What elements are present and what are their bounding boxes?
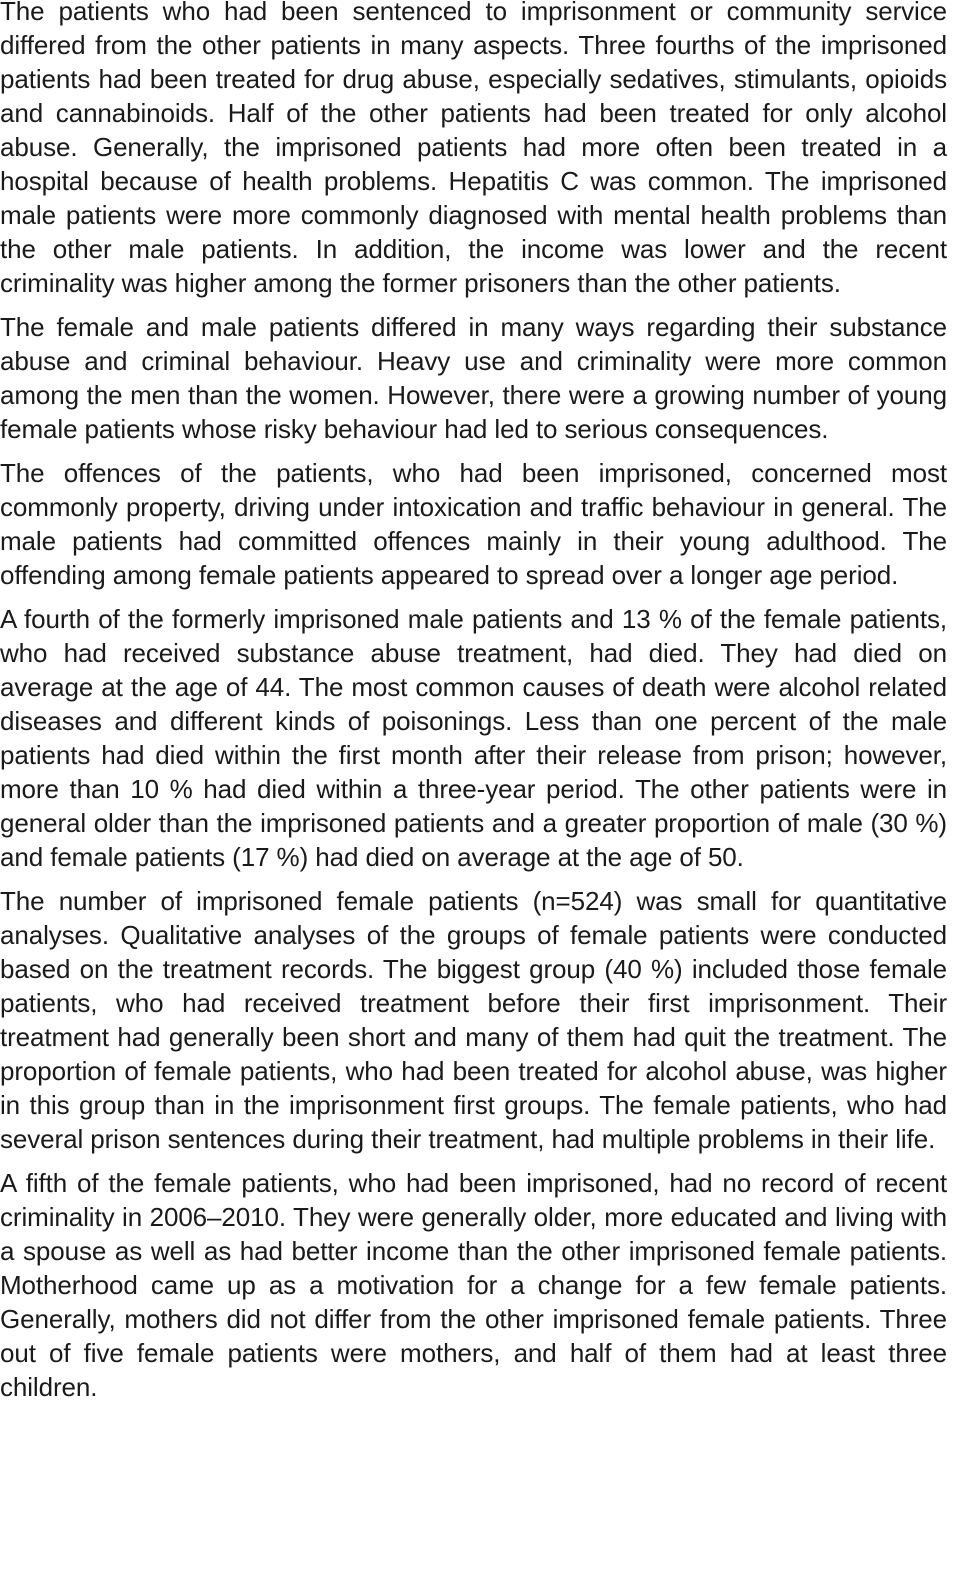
paragraph-no-recent-criminality: A fifth of the female patients, who had been imprisoned, had no record of recent criminality in 2006–2010. They were generally older, more educated and living with a spouse as well as had better income than the other imprisoned female patients. Motherhood came up as a motivation for a change for a few female patients. Generally, mothers did not differ from the other imprisoned female patients. Three out of five female patients were mothers, and half of them had at least three children. (0, 1168, 947, 1402)
paragraph-mortality: A fourth of the formerly imprisoned male patients and 13 % of the female patients, who had received substance abuse treatment, had died. They had died on average at the age of 44. The most common causes of death were alcohol related diseases and different kinds of poisonings. Less than one percent of the male patients had died within the first month after their release from prison; however, more than 10 % had died within a three-year period. The other patients were in general older than the imprisoned patients and a greater proportion of male (30 %) and female patients (17 %) had died on average at the age of 50. (0, 604, 947, 872)
paragraph-female-groups: The number of imprisoned female patients (n=524) was small for quantitative analyses. Qualitative analyses of the groups of female patients were conducted based on the treatment records. The biggest group (40 %) included those female patients, who had received treatment before their first imprisonment. Their treatment had generally been short and many of them had quit the treatment. The proportion of female patients, who had been treated for alcohol abuse, was higher in this group than in the imprisonment first groups. The female patients, who had several prison sentences during their treatment, had multiple problems in their life. (0, 886, 947, 1154)
paragraph-imprisoned-vs-other: The patients who had been sentenced to imprisonment or community service differed from the other patients in many aspects. Three fourths of the imprisoned patients had been treated for drug abuse, especially sedatives, stimulants, opioids and cannabinoids. Half of the other patients had been treated for only alcohol abuse. Generally, the imprisoned patients had more often been treated in a hospital because of health problems. Hepatitis C was common. The imprisoned male patients were more commonly diagnosed with mental health problems than the other male patients. In addition, the income was lower and the recent criminality was higher among the former prisoners than the other patients. (0, 0, 947, 298)
paragraph-gender-differences: The female and male patients differed in many ways regarding their substance abuse and criminal behaviour. Heavy use and criminality were more common among the men than the women. However, there were a growing number of young female patients whose risky behaviour had led to serious consequences. (0, 312, 947, 444)
paragraph-offences: The offences of the patients, who had been imprisoned, concerned most commonly property, driving under intoxication and traffic behaviour in general. The male patients had committed offences mainly in their young adulthood. The offending among female patients appeared to spread over a longer age period. (0, 458, 947, 590)
